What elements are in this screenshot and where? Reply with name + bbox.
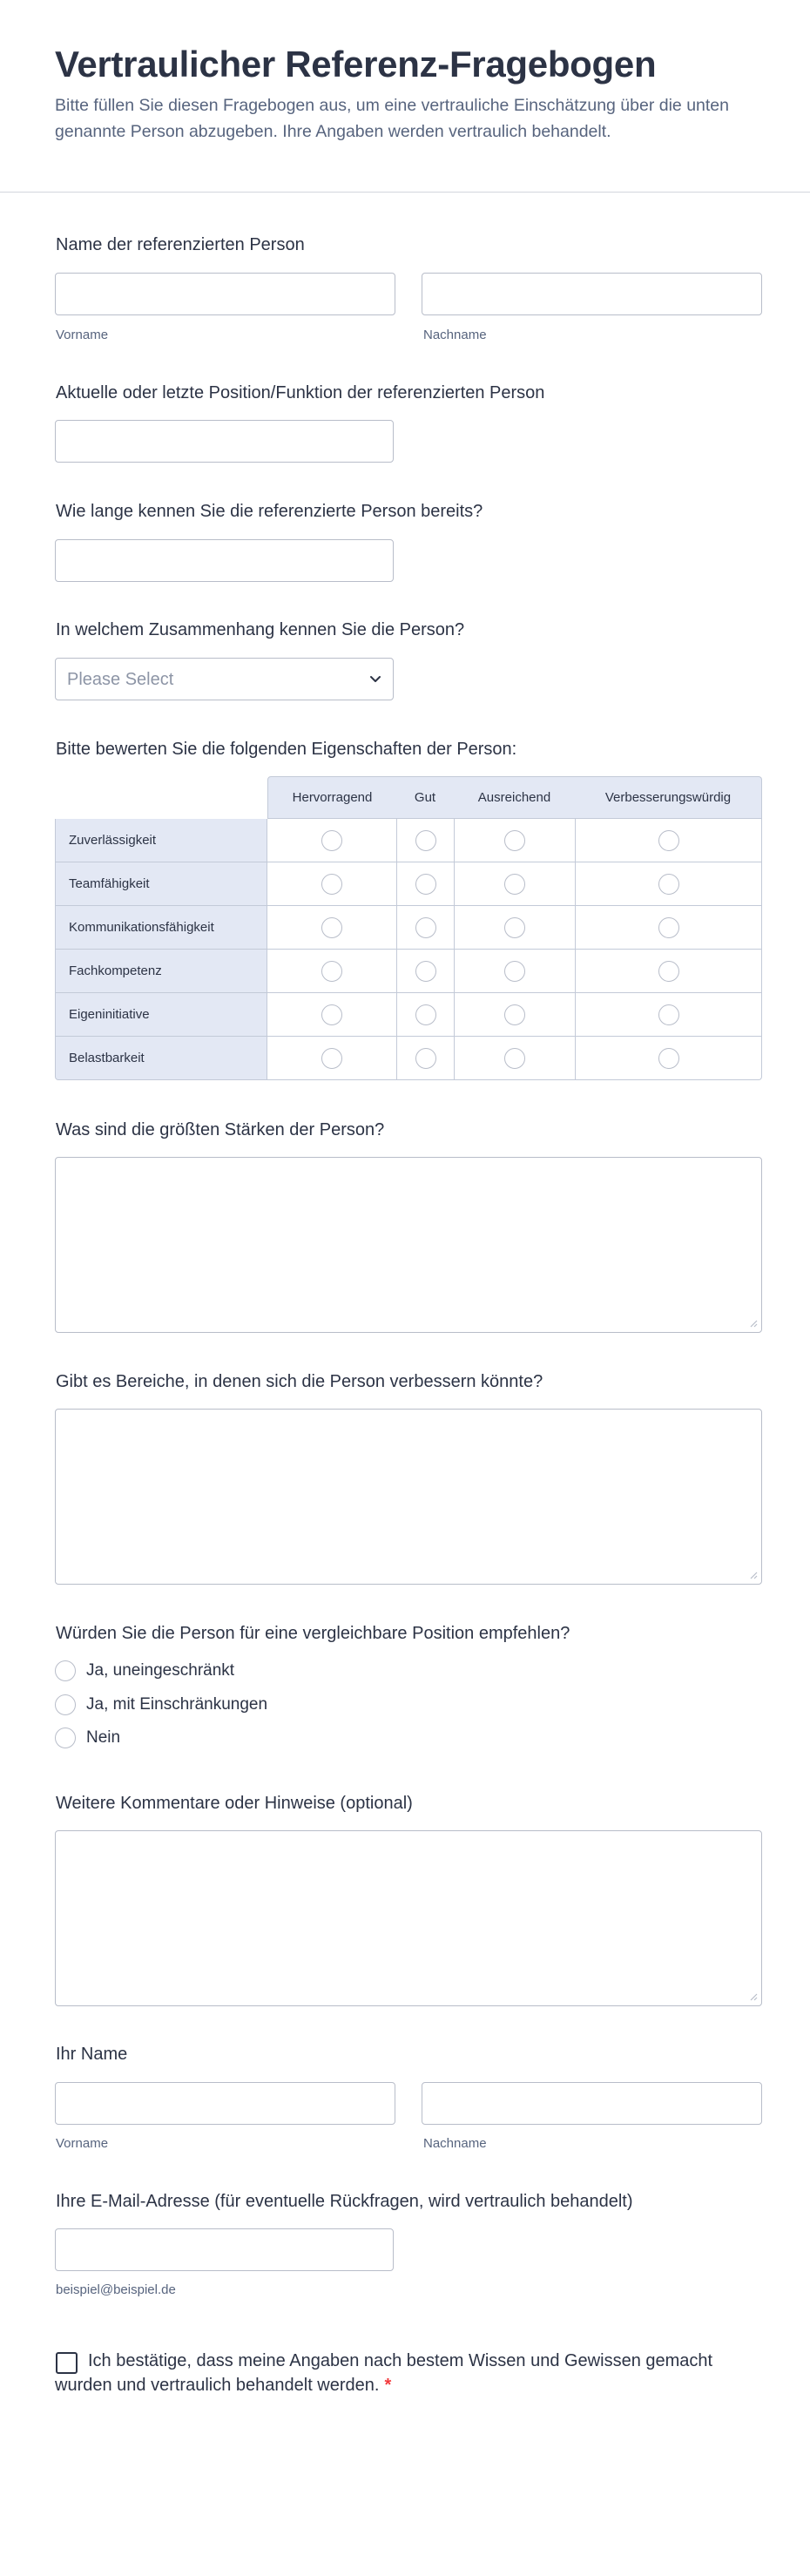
matrix-cell [576,1037,762,1080]
form-description: Bitte füllen Sie diesen Fragebogen aus, um eine vertrauliche Einschätzung über die unten genannte Person abzugeben. Ihre Angaben werden vertraulich behandelt. [55,96,729,141]
email-label: Ihre E-Mail-Adresse (für eventuelle Rückfragen, wird vertraulich behandelt) [56,2192,633,2211]
matrix-cell [576,906,762,950]
radio-button[interactable] [55,1660,76,1681]
radio-button[interactable] [55,1694,76,1715]
matrix-cell [397,819,455,862]
matrix-row-label: Belastbarkeit [55,1037,267,1080]
matrix-cell [576,950,762,993]
resize-grip-icon[interactable] [749,1992,758,2001]
recommend-option-label: Nein [86,1728,121,1747]
matrix-cell [455,993,576,1037]
matrix-radio-button[interactable] [321,917,342,938]
matrix-cell [397,993,455,1037]
consent-label [55,2349,762,2397]
matrix-row-label: Kommunikationsfähigkeit [55,906,267,950]
matrix-radio-button[interactable] [658,874,679,895]
context-dropdown[interactable] [55,658,394,700]
matrix-cell [455,1037,576,1080]
matrix-cell [397,906,455,950]
matrix-radio-button[interactable] [321,961,342,982]
matrix-radio-button[interactable] [504,1004,525,1025]
matrix-radio-button[interactable] [415,830,436,851]
referenced-name-label: Name der referenzierten Person [56,235,305,254]
chevron-down-icon [368,672,382,686]
matrix-cell [576,819,762,862]
matrix-cell [455,819,576,862]
strengths-label: Was sind die größten Stärken der Person? [56,1120,385,1139]
form-title: Vertraulicher Referenz-Fragebogen [55,44,657,85]
matrix-cell [576,862,762,906]
matrix-cell [397,950,455,993]
recommend-option-label: Ja, uneingeschränkt [86,1661,235,1680]
email-sublabel: beispiel@beispiel.de [56,2282,176,2297]
referenced-first-name-input[interactable] [55,273,395,315]
matrix-radio-button[interactable] [415,1004,436,1025]
recommend-option-no[interactable] [55,1727,120,1749]
matrix-radio-button[interactable] [415,961,436,982]
matrix-cell [267,862,397,906]
your-last-name-sublabel: Nachname [423,2136,487,2151]
matrix-cell [397,862,455,906]
your-last-name-input[interactable] [422,2082,762,2125]
comments-label: Weitere Kommentare oder Hinweise (optional) [56,1794,413,1813]
your-first-name-sublabel: Vorname [56,2136,109,2151]
form-header [0,0,810,193]
matrix-radio-button[interactable] [504,1048,525,1069]
matrix-cell [267,993,397,1037]
matrix-radio-button[interactable] [658,1004,679,1025]
matrix-radio-button[interactable] [504,917,525,938]
recommend-option-restricted[interactable] [55,1694,267,1716]
matrix-radio-button[interactable] [504,874,525,895]
matrix-row-label: Eigeninitiative [55,993,267,1037]
duration-input[interactable] [55,539,394,582]
consent-field [55,2349,762,2397]
matrix-column-header: Verbesserungswürdig [575,776,762,819]
matrix-radio-button[interactable] [321,874,342,895]
matrix-radio-button[interactable] [658,830,679,851]
matrix-row-label: Fachkompetenz [55,950,267,993]
matrix-row-label: Teamfähigkeit [55,862,267,906]
matrix-radio-button[interactable] [415,1048,436,1069]
radio-button[interactable] [55,1727,76,1748]
matrix-radio-button[interactable] [321,1048,342,1069]
matrix-cell [397,1037,455,1080]
improvements-textarea[interactable] [55,1409,762,1585]
matrix-cell [576,993,762,1037]
position-label: Aktuelle oder letzte Position/Funktion der referenzierten Person [56,383,545,402]
recommend-label: Würden Sie die Person für eine vergleichbare Position empfehlen? [56,1624,570,1643]
matrix-radio-button[interactable] [658,917,679,938]
recommend-option-unrestricted[interactable] [55,1660,234,1682]
referenced-first-name-sublabel: Vorname [56,328,109,342]
matrix-cell [267,906,397,950]
referenced-last-name-sublabel: Nachname [423,328,487,342]
matrix-radio-button[interactable] [504,830,525,851]
matrix-radio-button[interactable] [658,961,679,982]
position-input[interactable] [55,420,394,463]
consent-checkbox[interactable] [56,2352,78,2374]
matrix-cell [455,906,576,950]
matrix-cell [267,950,397,993]
matrix-column-header: Hervorragend [267,776,397,819]
matrix-row-label: Zuverlässigkeit [55,819,267,862]
matrix-radio-button[interactable] [321,830,342,851]
rating-label: Bitte bewerten Sie die folgenden Eigenschaften der Person: [56,740,517,759]
duration-label: Wie lange kennen Sie die referenzierte Person bereits? [56,502,483,521]
comments-textarea[interactable] [55,1830,762,2006]
matrix-radio-button[interactable] [415,874,436,895]
matrix-radio-button[interactable] [504,961,525,982]
consent-text: Ich bestätige, dass meine Angaben nach bestem Wissen und Gewissen gemacht wurden und vertraulich behandelt werden. [55,2351,713,2395]
required-mark: * [384,2376,392,2395]
context-dropdown-placeholder: Please Select [67,670,174,689]
resize-grip-icon[interactable] [749,1571,758,1579]
matrix-cell [267,819,397,862]
matrix-column-header: Ausreichend [454,776,576,819]
strengths-textarea[interactable] [55,1157,762,1333]
email-input[interactable] [55,2228,394,2271]
matrix-cell [455,950,576,993]
improvements-label: Gibt es Bereiche, in denen sich die Person verbessern könnte? [56,1372,543,1391]
matrix-cell [455,862,576,906]
matrix-radio-button[interactable] [321,1004,342,1025]
matrix-column-header: Gut [396,776,455,819]
resize-grip-icon[interactable] [749,1319,758,1328]
matrix-radio-button[interactable] [415,917,436,938]
matrix-radio-button[interactable] [658,1048,679,1069]
referenced-last-name-input[interactable] [422,273,762,315]
recommend-option-label: Ja, mit Einschränkungen [86,1695,268,1714]
rating-matrix [55,776,762,1080]
context-label: In welchem Zusammenhang kennen Sie die Person? [56,620,465,639]
matrix-cell [267,1037,397,1080]
your-first-name-input[interactable] [55,2082,395,2125]
your-name-label: Ihr Name [56,2045,128,2064]
